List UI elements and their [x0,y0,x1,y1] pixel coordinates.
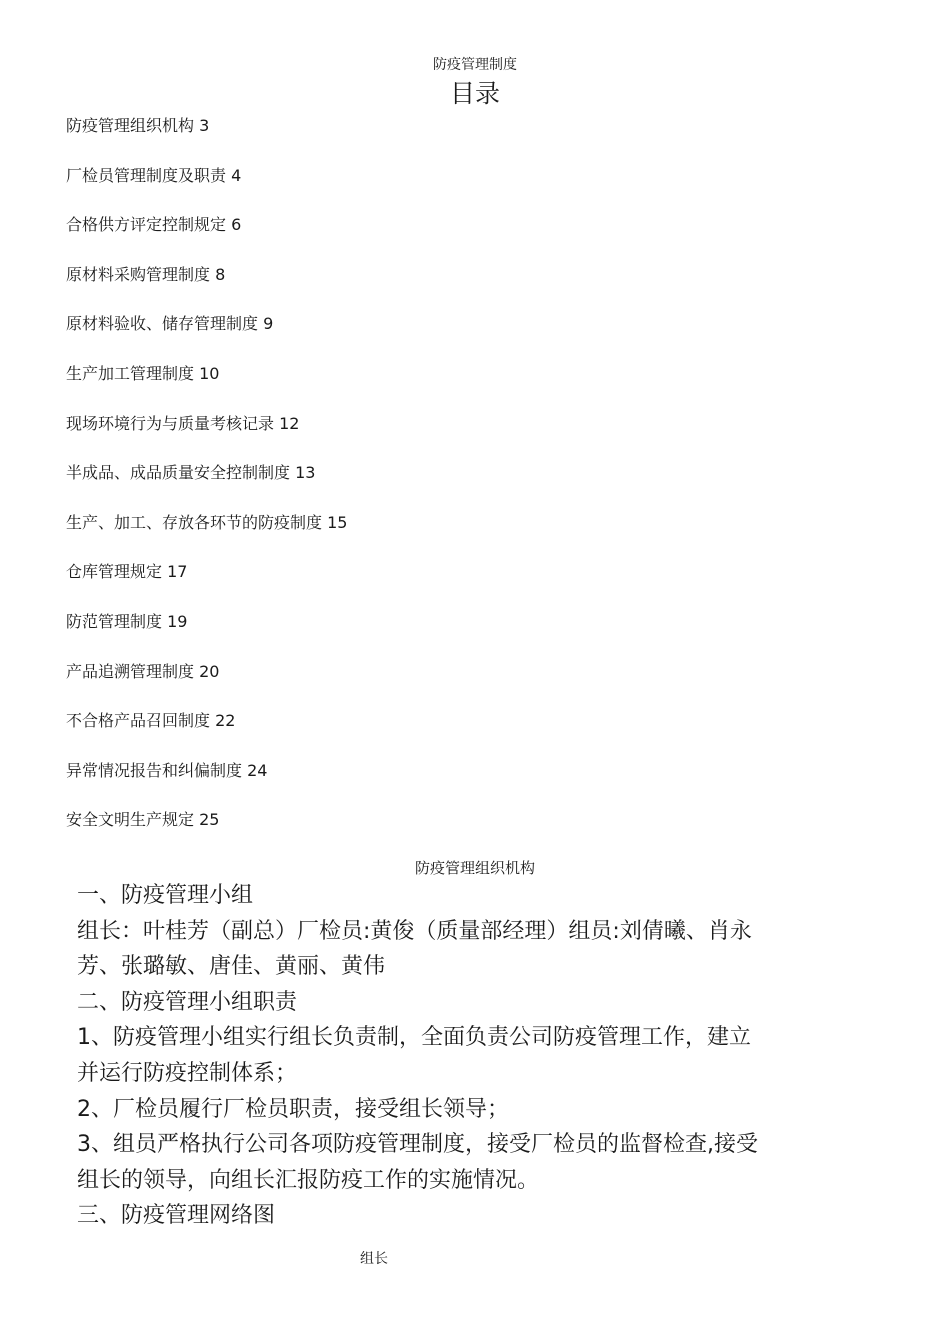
toc-item[interactable]: 厂检员管理制度及职责 4 [66,165,242,185]
toc-item[interactable]: 生产、加工、存放各环节的防疫制度 15 [66,512,348,532]
body-line: 2、厂检员履行厂检员职责，接受组长领导； [77,1096,509,1122]
toc-list [66,114,347,858]
toc-item[interactable]: 安全文明生产规定 25 [66,810,220,830]
body-line: 组长：叶桂芳（副总）厂检员:黄俊（质量部经理）组员:刘倩曦、肖永 [77,918,752,944]
toc-item[interactable]: 不合格产品召回制度 22 [66,711,236,731]
toc-item[interactable]: 防疫管理组织机构 3 [66,116,210,135]
document-header-title: 防疫管理制度 [433,57,517,73]
toc-item[interactable]: 现场环境行为与质量考核记录 12 [66,413,300,433]
toc-item[interactable]: 异常情况报告和纠偏制度 24 [66,760,268,780]
body-line: 3、组员严格执行公司各项防疫管理制度，接受厂检员的监督检查,接受 [77,1132,758,1158]
toc-item[interactable]: 原材料采购管理制度 8 [66,264,226,284]
body-line: 并运行防疫控制体系； [77,1060,298,1086]
subheading-network: 三、防疫管理网络图 [77,1203,276,1229]
body-line: 芳、张璐敏、唐佳、黄丽、黄伟 [77,954,386,980]
subheading-group: 一、防疫管理小组 [77,883,254,908]
body-line: 1、防疫管理小组实行组长负责制，全面负责公司防疫管理工作，建立 [77,1025,751,1051]
network-diagram-node-leader: 组长 [360,1251,388,1267]
toc-item[interactable]: 防范管理制度 19 [66,611,188,631]
toc-title: 目录 [449,79,500,108]
toc-item[interactable]: 半成品、成品质量安全控制制度 13 [66,463,316,483]
section-body [77,878,877,1234]
section-title: 防疫管理组织机构 [414,859,535,877]
toc-item[interactable]: 原材料验收、储存管理制度 9 [66,314,274,334]
toc-item[interactable]: 生产加工管理制度 10 [66,363,220,383]
toc-item[interactable]: 仓库管理规定 17 [66,562,188,582]
body-line: 组长的领导，向组长汇报防疫工作的实施情况。 [77,1167,540,1193]
toc-item[interactable]: 产品追溯管理制度 20 [66,661,220,681]
toc-item[interactable]: 合格供方评定控制规定 6 [66,215,242,235]
subheading-duties: 二、防疫管理小组职责 [77,989,298,1015]
